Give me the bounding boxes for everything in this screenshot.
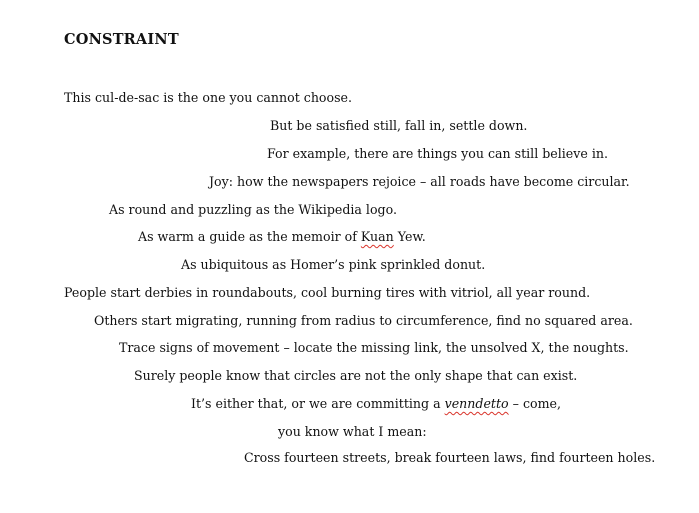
misspelled-word[interactable]: Kuan: [360, 229, 394, 244]
poem-line: Surely people know that circles are not the only shape that can exist.: [134, 368, 578, 383]
poem-line: People start derbies in roundabouts, cool burning tires with vitriol, all year round.: [64, 285, 591, 300]
poem-line: For example, there are things you can still believe in.: [267, 146, 608, 161]
poem-line-text: – come,: [512, 396, 561, 411]
poem-line: This cul-de-sac is the one you cannot choose.: [64, 90, 353, 105]
misspelled-word[interactable]: venndetto: [444, 396, 509, 411]
poem-line: [191, 396, 561, 412]
poem-line: But be satisfied still, fall in, settle down.: [270, 118, 528, 133]
poem-line-text: It’s either that, or we are committing a: [191, 396, 441, 411]
poem-line: Others start migrating, running from radius to circumference, find no squared area.: [94, 313, 633, 328]
poem-line: you know what I mean:: [278, 424, 427, 439]
poem-line-text: Yew.: [397, 229, 426, 244]
poem-line: [138, 229, 426, 245]
poem-line: Cross fourteen streets, break fourteen laws, find fourteen holes.: [244, 450, 656, 465]
poem-title: CONSTRAINT: [64, 31, 179, 48]
poem-line: Trace signs of movement – locate the missing link, the unsolved X, the noughts.: [119, 340, 629, 355]
poem-line: Joy: how the newspapers rejoice – all roads have become circular.: [209, 174, 630, 189]
poem-line: As round and puzzling as the Wikipedia logo.: [109, 202, 397, 217]
poem-line-text: As warm a guide as the memoir of: [138, 229, 357, 244]
poem-line: As ubiquitous as Homer’s pink sprinkled donut.: [181, 257, 486, 272]
